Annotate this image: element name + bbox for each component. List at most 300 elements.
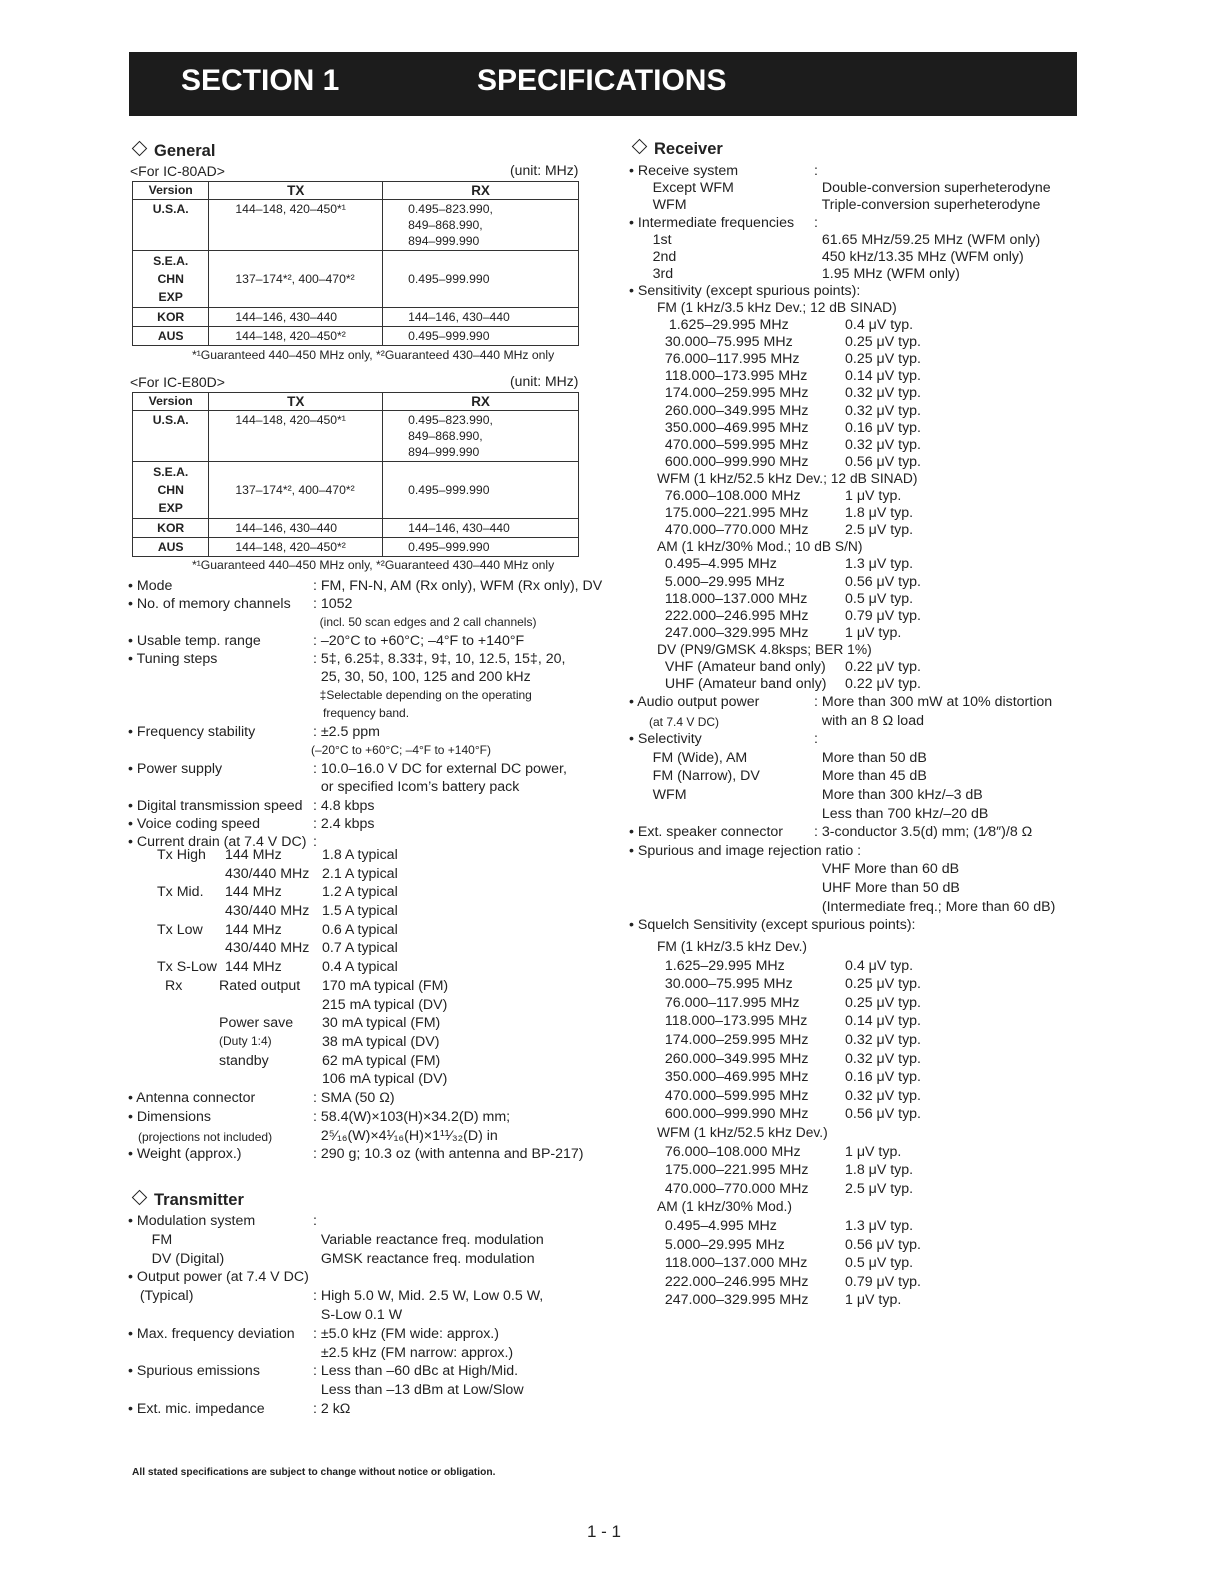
spec-value: : 58.4(W)×103(H)×34.2(D) mm; — [313, 1108, 511, 1125]
spec-label: • Current drain (at 7.4 V DC) — [128, 834, 307, 851]
frequency-range: 118.000–137.000 MHz — [657, 1255, 808, 1272]
spec-row — [128, 1401, 598, 1420]
frequency-range: 175.000–221.995 MHz — [657, 1162, 809, 1179]
spec-value: : 1052 — [313, 596, 353, 613]
spec-value: Double-conversion superheterodyne — [814, 180, 1051, 197]
rx-cell: 0.495–999.990 — [383, 538, 579, 557]
spec-row — [128, 1128, 598, 1147]
spec-row — [128, 743, 598, 761]
drain-value: 0.4 A typical — [322, 959, 398, 976]
receiver-spec-list-2 — [629, 694, 1099, 936]
spec-value: : 10.0–16.0 V DC for external DC power, — [313, 760, 567, 777]
frequency-range: 30.000–75.995 MHz — [657, 976, 793, 993]
mode-subheading: WFM (1 kHz/52.5 kHz Dev.) — [657, 1124, 828, 1140]
spec-row — [629, 283, 1099, 300]
sensitivity-value: 1.8 μV typ. — [845, 505, 914, 522]
spec-label: • Weight (approx.) — [128, 1146, 242, 1163]
frequency-range: 5.000–29.995 MHz — [657, 1236, 785, 1253]
spec-value: (incl. 50 scan edges and 2 call channels) — [313, 614, 537, 629]
frequency-range: 118.000–173.995 MHz — [657, 368, 808, 385]
column-header: Version — [133, 182, 209, 200]
spec-label: • Selectivity — [629, 731, 702, 748]
frequency-range: 118.000–173.995 MHz — [657, 1013, 808, 1030]
sensitivity-value: 0.25 μV typ. — [845, 351, 922, 368]
transmitter-heading: Transmitter — [132, 1191, 244, 1210]
drain-value: 0.6 A typical — [322, 921, 398, 938]
spec-label: (projections not included) — [138, 1129, 273, 1144]
spec-value: : — [313, 834, 317, 851]
version-cell: S.E.A. CHN EXP — [133, 462, 209, 519]
sensitivity-value: 0.4 μV typ. — [845, 957, 914, 974]
rx-cell: 0.495–999.990 — [383, 327, 579, 346]
page-number: 1 - 1 — [587, 1522, 622, 1541]
sensitivity-value: 0.32 μV typ. — [845, 436, 922, 453]
sensitivity-value: 0.32 μV typ. — [845, 1031, 922, 1048]
spec-value: Less than 700 kHz/–20 dB — [814, 805, 989, 822]
drain-mode: Tx Mid. — [157, 884, 204, 901]
spec-value: : 2.4 kbps — [313, 815, 375, 832]
sensitivity-value: 0.32 μV typ. — [845, 1087, 922, 1104]
spec-label: (Typical) — [128, 1288, 194, 1305]
drain-band: standby — [219, 1052, 269, 1069]
frequency-range: 247.000–329.995 MHz — [657, 1292, 809, 1309]
version-cell: S.E.A. CHN EXP — [133, 251, 209, 308]
ic80ad-frequency-table — [132, 181, 579, 346]
spec-value: : ±2.5 ppm — [313, 724, 380, 741]
spec-value: ‡Selectable depending on the operating — [313, 687, 532, 702]
frequency-range: 30.000–75.995 MHz — [657, 334, 793, 351]
spec-value: More than 45 dB — [814, 768, 927, 785]
spec-row — [629, 249, 1099, 266]
tx-cell: 144–148, 420–450*² — [209, 327, 383, 346]
spec-label: FM (Narrow), DV — [629, 768, 760, 785]
frequency-range: 470.000–599.995 MHz — [657, 436, 809, 453]
spec-row — [128, 816, 598, 834]
version-cell: KOR — [133, 308, 209, 327]
sensitivity-value: 0.5 μV typ. — [845, 590, 914, 607]
spec-row — [629, 899, 1099, 918]
spec-row — [629, 163, 1099, 180]
spec-row — [629, 215, 1099, 232]
frequency-range: 222.000–246.995 MHz — [657, 607, 809, 624]
spec-row — [629, 232, 1099, 249]
spec-label: • Spurious and image rejection ratio : — [629, 842, 862, 859]
section-title: SPECIFICATIONS — [477, 64, 727, 97]
sensitivity-value: 0.4 μV typ. — [845, 317, 914, 334]
spec-row — [128, 1363, 598, 1382]
spec-value: 2⁵⁄₁₆(W)×4¹⁄₁₆(H)×1¹¹⁄₃₂(D) in — [313, 1127, 498, 1144]
spec-label: • Ext. speaker connector — [629, 824, 784, 841]
general-heading: General — [132, 142, 215, 161]
spec-label: 3rd — [629, 266, 674, 283]
spec-value: or specified Icom’s battery pack — [313, 779, 520, 796]
frequency-range: 260.000–349.995 MHz — [657, 402, 809, 419]
drain-band: 144 MHz — [225, 884, 282, 901]
mode-subheading: FM (1 kHz/3.5 kHz Dev.; 12 dB SINAD) — [657, 300, 897, 315]
sensitivity-value: 0.16 μV typ. — [845, 419, 922, 436]
spec-label: 1st — [629, 231, 672, 248]
drain-value: 215 mA typical (DV) — [322, 996, 448, 1013]
spec-value: : FM, FN-N, AM (Rx only), WFM (Rx only), DV — [313, 578, 603, 594]
spec-row — [128, 724, 598, 742]
spec-value: More than 50 dB — [814, 749, 927, 766]
spec-value: : — [313, 1213, 317, 1229]
spec-row — [629, 750, 1099, 769]
spec-value: Less than –13 dBm at Low/Slow — [313, 1382, 524, 1399]
drain-value: 1.2 A typical — [322, 884, 398, 901]
drain-value: 1.5 A typical — [322, 903, 398, 920]
spec-value: UHF More than 50 dB — [814, 879, 960, 896]
spec-value: (Intermediate freq.; More than 60 dB) — [814, 898, 1056, 915]
frequency-range: 0.495–4.995 MHz — [657, 556, 777, 573]
spec-value: 61.65 MHz/59.25 MHz (WFM only) — [814, 231, 1041, 248]
spec-label: WFM — [629, 197, 687, 214]
spec-row — [128, 615, 598, 633]
frequency-range: 600.000–999.990 MHz — [657, 453, 809, 470]
frequency-range: 1.625–29.995 MHz — [657, 957, 785, 974]
sensitivity-value: 0.22 μV typ. — [845, 676, 922, 693]
frequency-range: 600.000–999.990 MHz — [657, 1106, 809, 1123]
sensitivity-value: 0.5 μV typ. — [845, 1255, 914, 1272]
frequency-range: 260.000–349.995 MHz — [657, 1050, 809, 1067]
spec-label: (at 7.4 V DC) — [639, 714, 720, 729]
spec-value: : More than 300 mW at 10% distortion — [814, 694, 1053, 710]
section-banner — [129, 52, 1077, 116]
frequency-range: 76.000–117.995 MHz — [657, 351, 800, 368]
spec-row — [128, 779, 598, 797]
spec-value: : High 5.0 W, Mid. 2.5 W, Low 0.5 W, — [313, 1288, 544, 1305]
spec-value: : — [814, 163, 818, 179]
drain-band: (Duty 1:4) — [219, 1033, 272, 1048]
spec-row — [629, 787, 1099, 806]
spec-row — [629, 180, 1099, 197]
spec-label: • Max. frequency deviation — [128, 1325, 295, 1342]
unit-label: (unit: MHz) — [510, 373, 579, 389]
drain-band: 430/440 MHz — [225, 903, 310, 920]
sensitivity-value: 0.25 μV typ. — [845, 994, 922, 1011]
frequency-range: 222.000–246.995 MHz — [657, 1273, 809, 1290]
general-spec-list-2 — [128, 1090, 598, 1165]
spec-row — [629, 861, 1099, 880]
general-spec-list — [128, 578, 603, 852]
spec-label: • Sensitivity (except spurious points): — [629, 283, 861, 300]
spec-label: • Output power (at 7.4 V DC) — [128, 1269, 309, 1286]
spec-value: : 2 kΩ — [313, 1400, 351, 1417]
drain-value: 1.8 A typical — [322, 847, 398, 863]
drain-value: 170 mA typical (FM) — [322, 977, 449, 994]
spec-label: FM — [128, 1231, 173, 1248]
spec-row — [128, 1269, 598, 1288]
spec-value: VHF More than 60 dB — [814, 861, 960, 878]
spec-label: • Voice coding speed — [128, 815, 260, 832]
table-row — [133, 538, 579, 557]
spec-row — [128, 688, 598, 706]
spec-row — [128, 1326, 598, 1345]
receiver-spec-list — [629, 163, 1099, 301]
spec-row — [128, 1109, 598, 1128]
frequency-range: 247.000–329.995 MHz — [657, 624, 809, 641]
spec-label: 2nd — [629, 248, 677, 265]
spec-row — [128, 651, 598, 669]
section-number: SECTION 1 — [181, 64, 340, 97]
frequency-range: 174.000–259.995 MHz — [657, 385, 809, 402]
spec-value: GMSK reactance freq. modulation — [313, 1250, 535, 1267]
column-header: Version — [133, 393, 209, 411]
sensitivity-value: 0.56 μV typ. — [845, 453, 922, 470]
spec-label: • Tuning steps — [128, 651, 218, 668]
version-cell: KOR — [133, 519, 209, 538]
spec-row — [629, 197, 1099, 214]
drain-value: 2.1 A typical — [322, 865, 398, 882]
spec-row — [128, 1251, 598, 1270]
rx-cell: 0.495–999.990 — [383, 462, 579, 519]
spec-value: More than 300 kHz/–3 dB — [814, 786, 983, 803]
table-row — [133, 251, 579, 308]
tx-cell: 137–174*², 400–470*² — [209, 251, 383, 308]
spec-row — [128, 761, 598, 779]
disclaimer: All stated specifications are subject to change without notice or obligation. — [132, 1467, 496, 1478]
spec-value: with an 8 Ω load — [814, 712, 924, 729]
spec-row — [629, 768, 1099, 787]
sensitivity-value: 1 μV typ. — [845, 1143, 902, 1160]
sensitivity-value: 0.79 μV typ. — [845, 607, 922, 624]
frequency-range: 76.000–108.000 MHz — [657, 1143, 801, 1160]
spec-value: Triple-conversion superheterodyne — [814, 197, 1041, 214]
spec-value: frequency band. — [313, 706, 410, 721]
frequency-range: 350.000–469.995 MHz — [657, 1069, 809, 1086]
version-cell: AUS — [133, 327, 209, 346]
spec-label: • Squelch Sensitivity (except spurious points): — [629, 917, 916, 934]
spec-row — [128, 798, 598, 816]
table-row — [133, 519, 579, 538]
sensitivity-value: 1 μV typ. — [845, 1292, 902, 1309]
spec-value: : –20°C to +60°C; –4°F to +140°F — [313, 632, 525, 649]
diamond-icon — [132, 141, 148, 157]
spec-label: • Digital transmission speed — [128, 797, 303, 814]
frequency-range: 174.000–259.995 MHz — [657, 1031, 809, 1048]
spec-row — [629, 824, 1099, 843]
rx-cell: 144–146, 430–440 — [383, 519, 579, 538]
tx-cell: 144–146, 430–440 — [209, 519, 383, 538]
drain-value: 38 mA typical (DV) — [322, 1033, 440, 1050]
spec-row — [128, 669, 598, 687]
drain-band: 430/440 MHz — [225, 940, 310, 957]
rx-cell: 144–146, 430–440 — [383, 308, 579, 327]
spec-value: : SMA (50 Ω) — [313, 1090, 395, 1106]
sensitivity-value: 0.16 μV typ. — [845, 1069, 922, 1086]
drain-mode: Tx High — [157, 847, 206, 863]
sensitivity-value: 1 μV typ. — [845, 624, 902, 641]
drain-value: 106 mA typical (DV) — [322, 1071, 448, 1088]
version-cell: U.S.A. — [133, 200, 209, 251]
mode-subheading: WFM (1 kHz/52.5 kHz Dev.; 12 dB SINAD) — [657, 470, 918, 486]
spec-value: S-Low 0.1 W — [313, 1306, 403, 1323]
drain-value: 30 mA typical (FM) — [322, 1015, 441, 1032]
table-row — [133, 327, 579, 346]
spec-value: 450 kHz/13.35 MHz (WFM only) — [814, 248, 1024, 265]
version-cell: U.S.A. — [133, 411, 209, 462]
spec-label: • Frequency stability — [128, 724, 256, 741]
tx-cell: 144–148, 420–450*¹ — [209, 411, 383, 462]
table-row — [133, 462, 579, 519]
spec-row — [128, 1382, 598, 1401]
frequency-range: 470.000–599.995 MHz — [657, 1087, 809, 1104]
spec-label: • Dimensions — [128, 1108, 212, 1125]
spec-value: : 290 g; 10.3 oz (with antenna and BP-217) — [313, 1146, 584, 1163]
spec-value: (–20°C to +60°C; –4°F to +140°F) — [311, 742, 491, 757]
column-header: TX — [209, 182, 383, 200]
spec-label: • Antenna connector — [128, 1090, 256, 1106]
table-footnote: *¹Guaranteed 440–450 MHz only, *²Guaranteed 430–440 MHz only — [192, 558, 555, 572]
spec-label: • No. of memory channels — [128, 596, 291, 613]
sensitivity-value: 0.56 μV typ. — [845, 573, 922, 590]
spec-label: • Ext. mic. impedance — [128, 1400, 265, 1417]
spec-row — [629, 843, 1099, 862]
version-cell: AUS — [133, 538, 209, 557]
sensitivity-value: 0.25 μV typ. — [845, 334, 922, 351]
mode-subheading: FM (1 kHz/3.5 kHz Dev.) — [657, 939, 807, 954]
spec-label: DV (Digital) — [128, 1250, 225, 1267]
ice80d-frequency-table — [132, 392, 579, 557]
frequency-range: 470.000–770.000 MHz — [657, 1180, 809, 1197]
sensitivity-value: 1.3 μV typ. — [845, 556, 914, 573]
spec-label: • Receive system — [629, 163, 739, 179]
table-label: <For IC-E80D> — [130, 374, 225, 390]
drain-band: Power save — [219, 1015, 294, 1032]
frequency-range: 76.000–117.995 MHz — [657, 994, 800, 1011]
spec-label: Except WFM — [629, 180, 734, 197]
unit-label: (unit: MHz) — [510, 162, 579, 178]
spec-row — [128, 1146, 598, 1165]
spec-row — [128, 633, 598, 651]
column-header: TX — [209, 393, 383, 411]
spec-row — [629, 266, 1099, 283]
sensitivity-value: 0.14 μV typ. — [845, 1013, 922, 1030]
spec-row — [128, 1345, 598, 1364]
drain-band: 144 MHz — [225, 921, 282, 938]
spec-row — [629, 731, 1099, 750]
spec-row — [629, 694, 1099, 713]
sensitivity-value: 0.79 μV typ. — [845, 1273, 922, 1290]
frequency-range: 350.000–469.995 MHz — [657, 419, 809, 436]
sensitivity-value: 1 μV typ. — [845, 488, 902, 505]
table-row — [133, 200, 579, 251]
sensitivity-value: 0.25 μV typ. — [845, 976, 922, 993]
drain-value: 62 mA typical (FM) — [322, 1052, 441, 1069]
drain-band: 144 MHz — [225, 847, 282, 863]
spec-label: • Spurious emissions — [128, 1363, 260, 1380]
frequency-range: 5.000–29.995 MHz — [657, 573, 785, 590]
column-header: RX — [383, 182, 579, 200]
drain-band: 430/440 MHz — [225, 865, 310, 882]
spec-row — [128, 1307, 598, 1326]
sensitivity-value: 0.22 μV typ. — [845, 658, 922, 675]
spec-row — [128, 1213, 598, 1232]
spec-row — [629, 880, 1099, 899]
table-row — [133, 308, 579, 327]
spec-label: • Mode — [128, 578, 173, 594]
rx-cell: 0.495–823.990, 849–868.990, 894–999.990 — [383, 200, 579, 251]
spec-row — [128, 1232, 598, 1251]
frequency-range: 470.000–770.000 MHz — [657, 522, 809, 539]
rx-cell: 0.495–823.990, 849–868.990, 894–999.990 — [383, 411, 579, 462]
tx-cell: 144–146, 430–440 — [209, 308, 383, 327]
spec-value: : ±5.0 kHz (FM wide: approx.) — [313, 1325, 499, 1342]
sensitivity-value: 0.32 μV typ. — [845, 1050, 922, 1067]
spec-value: : 3-conductor 3.5(d) mm; (1⁄8″)/8 Ω — [814, 824, 1033, 841]
spec-row — [629, 806, 1099, 825]
frequency-range: 1.625–29.995 MHz — [657, 317, 789, 334]
spec-row — [128, 1090, 598, 1109]
drain-band: Rated output — [219, 977, 301, 994]
spec-value: ±2.5 kHz (FM narrow: approx.) — [313, 1344, 514, 1361]
spec-value: : — [814, 214, 818, 231]
frequency-range: 175.000–221.995 MHz — [657, 505, 809, 522]
spec-label: • Usable temp. range — [128, 632, 261, 649]
spec-value: Variable reactance freq. modulation — [313, 1231, 544, 1248]
spec-value: : 4.8 kbps — [313, 797, 375, 814]
spec-value: 1.95 MHz (WFM only) — [814, 266, 960, 283]
spec-row — [128, 596, 598, 614]
table-label: <For IC-80AD> — [130, 163, 225, 179]
table-footnote: *¹Guaranteed 440–450 MHz only, *²Guaranteed 430–440 MHz only — [192, 348, 555, 362]
drain-mode: Tx S-Low — [157, 959, 217, 976]
spec-label: WFM — [629, 786, 687, 803]
table-row — [133, 411, 579, 462]
frequency-range: 0.495–4.995 MHz — [657, 1217, 777, 1234]
spec-value: : 5‡, 6.25‡, 8.33‡, 9‡, 10, 12.5, 15‡, 20, — [313, 651, 566, 668]
receiver-heading: Receiver — [632, 140, 723, 159]
frequency-range: VHF (Amateur band only) — [657, 658, 826, 675]
frequency-range: UHF (Amateur band only) — [657, 676, 827, 693]
sensitivity-value: 0.32 μV typ. — [845, 402, 922, 419]
column-header: RX — [383, 393, 579, 411]
sensitivity-value: 0.14 μV typ. — [845, 368, 922, 385]
spec-label: FM (Wide), AM — [629, 749, 748, 766]
drain-value: 0.7 A typical — [322, 940, 398, 957]
mode-subheading: AM (1 kHz/30% Mod.; 10 dB S/N) — [657, 539, 863, 555]
rx-cell: 0.495–999.990 — [383, 251, 579, 308]
spec-value: 25, 30, 50, 100, 125 and 200 kHz — [313, 669, 531, 686]
sensitivity-value: 2.5 μV typ. — [845, 522, 914, 539]
drain-band: 144 MHz — [225, 959, 282, 976]
spec-row — [128, 1288, 598, 1307]
mode-subheading: AM (1 kHz/30% Mod.) — [657, 1199, 792, 1215]
sensitivity-value: 0.32 μV typ. — [845, 385, 922, 402]
frequency-range: 118.000–137.000 MHz — [657, 590, 808, 607]
sensitivity-value: 0.56 μV typ. — [845, 1236, 922, 1253]
tx-cell: 137–174*², 400–470*² — [209, 462, 383, 519]
spec-row — [128, 578, 603, 596]
diamond-icon — [632, 139, 648, 155]
spec-value: : Less than –60 dBc at High/Mid. — [313, 1363, 519, 1380]
tx-cell: 144–148, 420–450*² — [209, 538, 383, 557]
drain-mode: Rx — [165, 977, 183, 994]
tx-cell: 144–148, 420–450*¹ — [209, 200, 383, 251]
drain-mode: Tx Low — [157, 921, 203, 938]
spec-label: • Intermediate frequencies — [629, 214, 795, 231]
transmitter-spec-list — [128, 1213, 598, 1420]
spec-value: : — [814, 731, 818, 748]
diamond-icon — [132, 1190, 148, 1206]
spec-label: • Modulation system — [128, 1213, 256, 1229]
spec-row — [629, 713, 1099, 732]
spec-label: • Power supply — [128, 760, 223, 777]
spec-label: • Audio output power — [629, 694, 760, 710]
sensitivity-value: 1.8 μV typ. — [845, 1162, 914, 1179]
mode-subheading: DV (PN9/GMSK 4.8ksps; BER 1%) — [657, 641, 872, 657]
sensitivity-value: 1.3 μV typ. — [845, 1217, 914, 1234]
